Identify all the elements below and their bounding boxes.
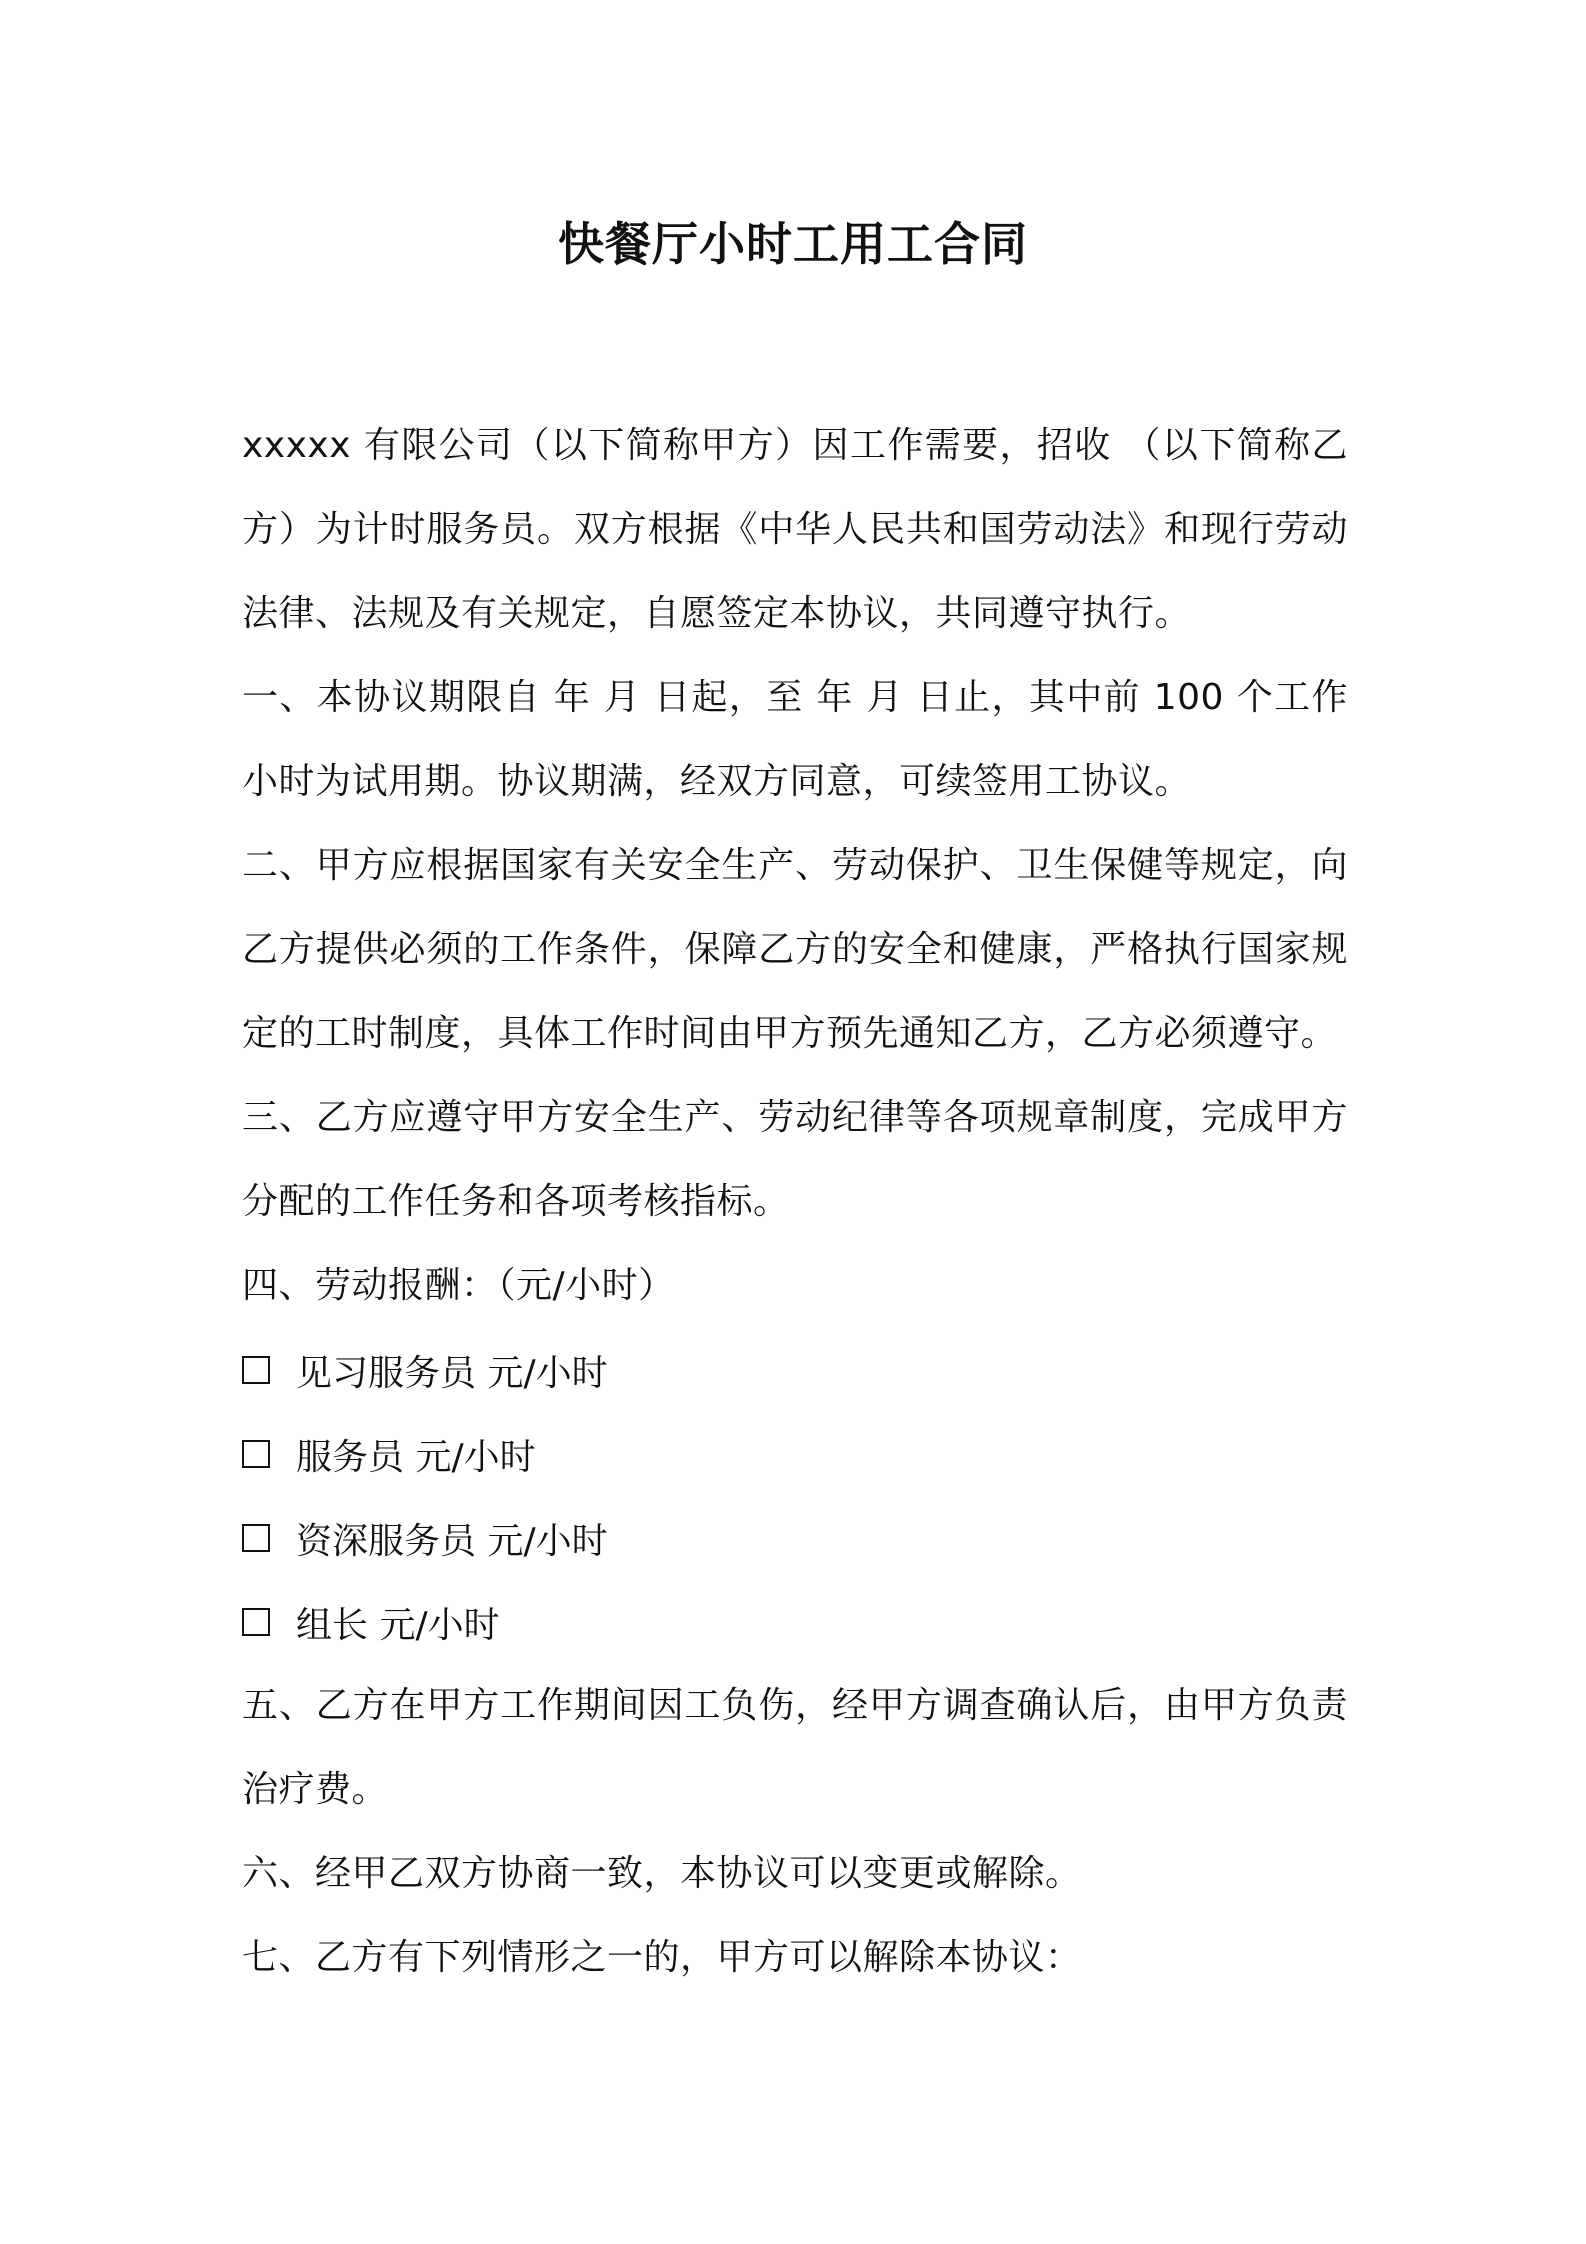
clause-2: 二、甲方应根据国家有关安全生产、劳动保护、卫生保健等规定，向乙方提供必须的工作条件，保障乙方的安全和健康，严格执行国家规定的工时制度，具体工作时间由甲方预先通知乙方，乙方必须遵守。 [242,845,1348,1054]
clause-4: 四、劳动报酬：（元/小时） [242,1265,675,1306]
document-title: 快餐厅小时工用工合同 [558,217,1028,271]
clause-3: 三、乙方应遵守甲方安全生产、劳动纪律等各项规章制度，完成甲方分配的工作任务和各项考核指标。 [242,1097,1348,1222]
pay-option-label: 资深服务员 元/小时 [296,1520,608,1562]
pay-option-waiter[interactable] [242,1412,1348,1496]
clause-7: 七、乙方有下列情形之一的，甲方可以解除本协议： [242,1937,1082,1978]
checkbox-waiter[interactable] [242,1440,270,1468]
pay-option-label: 组长 元/小时 [296,1604,500,1646]
checkbox-team-leader[interactable] [242,1608,270,1636]
pay-option-label: 服务员 元/小时 [296,1436,536,1478]
checkbox-senior-waiter[interactable] [242,1524,270,1552]
clause-1: 一、本协议期限自 年 月 日起，至 年 月 日止，其中前 100 个工作小时为试用期。协议期满，经双方同意，可续签用工协议。 [242,677,1348,802]
pay-option-senior-waiter[interactable] [242,1496,1348,1580]
clause-5: 五、乙方在甲方工作期间因工负伤，经甲方调查确认后，由甲方负责治疗费。 [242,1685,1348,1810]
pay-option-label: 见习服务员 元/小时 [296,1352,608,1394]
clause-6: 六、经甲乙双方协商一致，本协议可以变更或解除。 [242,1853,1082,1894]
intro-paragraph: xxxxx 有限公司（以下简称甲方）因工作需要，招收 （以下简称乙方）为计时服务员。双方根据《中华人民共和国劳动法》和现行劳动法律、法规及有关规定，自愿签定本协议，共同遵守执行。 [242,425,1348,634]
pay-option-trainee[interactable] [242,1328,1348,1412]
pay-option-team-leader[interactable] [242,1580,1348,1664]
checkbox-trainee[interactable] [242,1356,270,1384]
document-body [242,404,1348,2000]
